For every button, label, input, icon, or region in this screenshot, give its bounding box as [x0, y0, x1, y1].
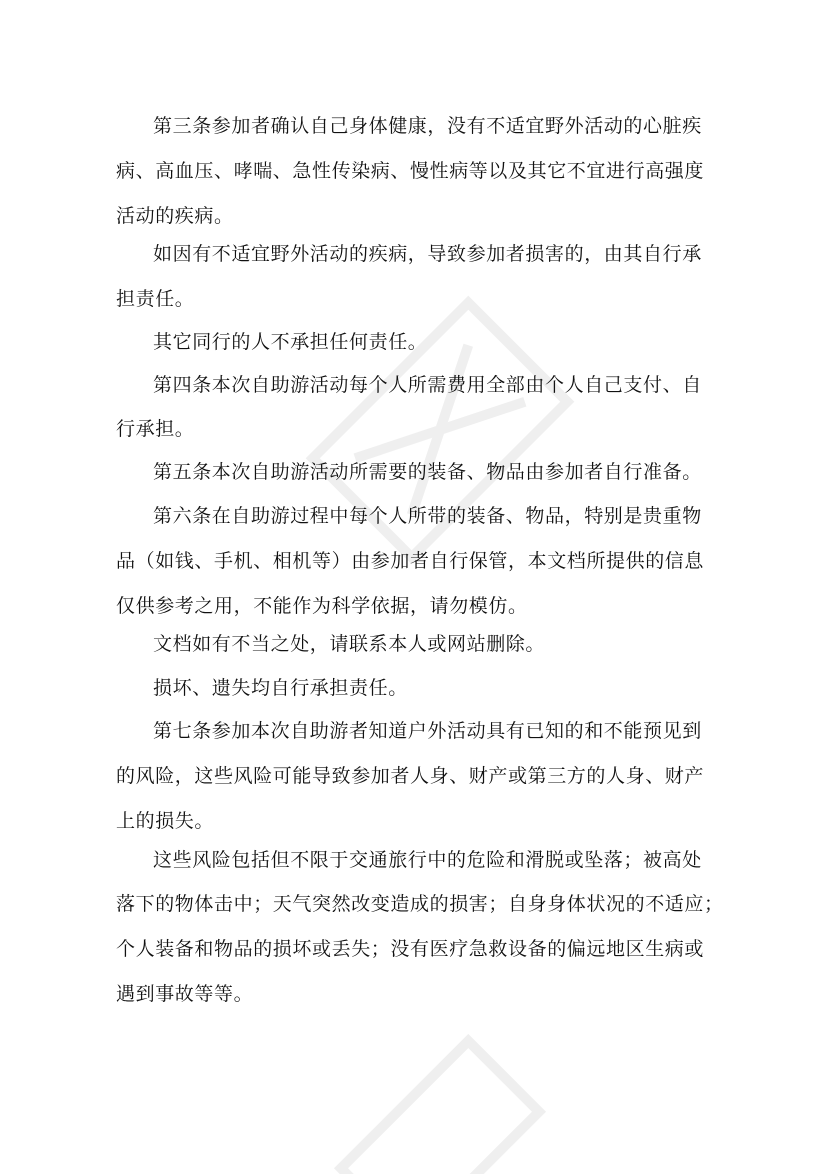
paragraph-article-3: [153, 104, 702, 149]
paragraph-article-7-cont: [116, 754, 704, 844]
text-line: 第三条参加者确认自己身体健康，没有不适宜野外活动的心脏疾: [153, 115, 702, 137]
text-line: 担责任。: [116, 288, 195, 310]
text-line: 上的损失。: [116, 810, 215, 832]
text-line: 仅供参考之用，不能作为科学依据，请勿模仿。: [116, 595, 528, 617]
text-line: 其它同行的人不承担任何责任。: [153, 331, 428, 353]
paragraph-risks-list: [153, 838, 702, 883]
paragraph-article-4-cont: [116, 407, 194, 452]
paragraph-illness-liability: [153, 232, 702, 277]
text-line: 个人装备和物品的损坏或丢失；没有医疗急救设备的偏远地区生病或: [116, 938, 705, 960]
paragraph-others-no-liability: [153, 320, 427, 365]
paragraph-damage-loss: [153, 666, 408, 711]
text-line: 损坏、遗失均自行承担责任。: [153, 677, 408, 699]
text-line: 第五条本次自助游活动所需要的装备、物品由参加者自行准备。: [153, 461, 702, 483]
paragraph-article-6: [153, 494, 702, 539]
paragraph-article-3-cont: [116, 149, 704, 239]
paragraph-article-4: [153, 363, 702, 408]
text-line: 第六条在自助游过程中每个人所带的装备、物品，特别是贵重物: [153, 505, 702, 527]
text-line: 行承担。: [116, 418, 195, 440]
text-line: 第四条本次自助游活动每个人所需费用全部由个人自己支付、自: [153, 374, 702, 396]
paragraph-article-5: [153, 450, 702, 495]
paragraph-article-6-cont: [116, 539, 704, 629]
text-line: 文档如有不当之处，请联系本人或网站删除。: [153, 633, 546, 655]
text-line: 第七条参加本次自助游者知道户外活动具有已知的和不能预见到: [153, 720, 702, 742]
text-line: 如因有不适宜野外活动的疾病，导致参加者损害的，由其自行承: [153, 243, 702, 265]
text-line: 这些风险包括但不限于交通旅行中的危险和滑脱或坠落；被高处: [153, 849, 702, 871]
paragraph-contact-note: [153, 622, 545, 667]
paragraph-risks-list-cont: [116, 882, 724, 1017]
text-line: 遇到事故等等。: [116, 983, 254, 1005]
text-line: 病、高血压、哮喘、急性传染病、慢性病等以及其它不宜进行高强度: [116, 160, 705, 182]
text-line: 品（如钱、手机、相机等）由参加者自行保管，本文档所提供的信息: [116, 550, 705, 572]
paragraph-article-7: [153, 709, 702, 754]
text-line: 落下的物体击中；天气突然改变造成的损害；自身身体状况的不适应；: [116, 893, 724, 915]
text-line: 活动的疾病。: [116, 205, 234, 227]
text-line: 的风险，这些风险可能导致参加者人身、财产或第三方的人身、财产: [116, 765, 705, 787]
paragraph-illness-liability-cont: [116, 277, 194, 322]
